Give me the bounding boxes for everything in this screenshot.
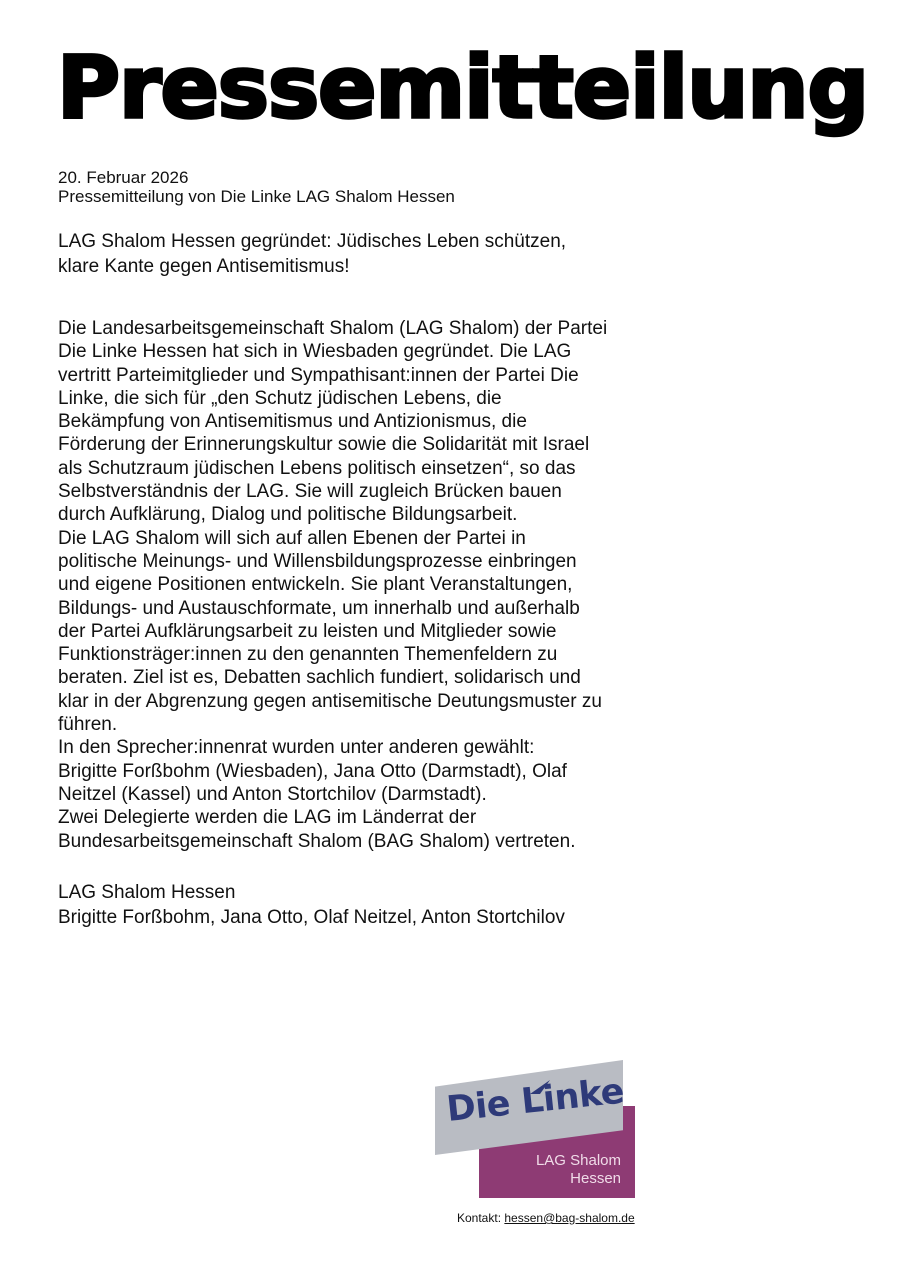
body-line: Funktionsträger:innen zu den genannten Themenfeldern zu [58,644,558,666]
body-line: Bildungs- und Austauschformate, um innerhalb und außerhalb [58,597,580,619]
headline-line: klare Kante gegen Antisemitismus! [58,256,350,277]
body-text [58,317,607,853]
body-line: Brigitte Forßbohm (Wiesbaden), Jana Otto (Darmstadt), Olaf [58,760,567,782]
die-linke-logo [435,1060,635,1200]
press-date: 20. Februar 2026 [58,168,189,187]
body-line: Bekämpfung von Antisemitismus und Antizionismus, die [58,411,527,433]
body-line: beraten. Ziel ist es, Debatten sachlich fundiert, solidarisch und [58,667,581,689]
body-line: Die Landesarbeitsgemeinschaft Shalom (LAG Shalom) der Partei [58,318,608,339]
body-line: Zwei Delegierte werden die LAG im Länderrat der [58,807,477,829]
body-line: und eigene Positionen entwickeln. Sie plant Veranstaltungen, [58,574,573,596]
body-line: Selbstverständnis der LAG. Sie will zugleich Brücken bauen [58,481,562,503]
body-line: Bundesarbeitsgemeinschaft Shalom (BAG Shalom) vertreten. [58,830,576,852]
logo-wordmark: Die Linke [444,1071,626,1130]
headline [58,229,566,279]
body-line: vertritt Parteimitglieder und Sympathisant:innen der Partei Die [58,364,579,386]
body-line: durch Aufklärung, Dialog und politische Bildungsarbeit. [58,504,518,526]
contact-email-link[interactable]: hessen@bag-shalom.de [504,1211,635,1225]
press-meta [58,168,455,206]
body-line: Die LAG Shalom will sich auf allen Ebenen der Partei in [58,527,526,549]
body-line: politische Meinungs- und Willensbildungsprozesse einbringen [58,550,577,572]
headline-line: LAG Shalom Hessen gegründet: Jüdisches Leben schützen, [58,231,567,252]
contact [457,1211,635,1225]
body-line: Linke, die sich für „den Schutz jüdischen Lebens, die [58,387,502,409]
body-line: Die Linke Hessen hat sich in Wiesbaden gegründet. Die LAG [58,341,572,363]
signature-org: LAG Shalom Hessen [58,882,236,903]
body-line: Förderung der Erinnerungskultur sowie die Solidarität mit Israel [58,434,590,456]
signature-names: Brigitte Forßbohm, Jana Otto, Olaf Neitzel, Anton Stortchilov [58,907,565,928]
signature [58,880,565,930]
body-line: führen. [58,714,118,736]
body-line: der Partei Aufklärungsarbeit zu leisten und Mitglieder sowie [58,620,557,642]
contact-label: Kontakt: [457,1211,502,1225]
body-line: als Schutzraum jüdischen Lebens politisch einsetzen“, so das [58,457,576,479]
body-line: klar in der Abgrenzung gegen antisemitische Deutungsmuster zu [58,690,602,712]
body-line: Neitzel (Kassel) und Anton Stortchilov (Darmstadt). [58,783,487,805]
press-source: Pressemitteilung von Die Linke LAG Shalom Hessen [58,187,455,206]
logo-sub-line: Hessen [570,1170,621,1187]
logo-sub-line: LAG Shalom [535,1152,621,1169]
page-title: Pressemitteilung [57,38,869,138]
body-line: In den Sprecher:innenrat wurden unter anderen gewählt: [58,737,535,759]
logo-subtitle [536,1152,621,1188]
